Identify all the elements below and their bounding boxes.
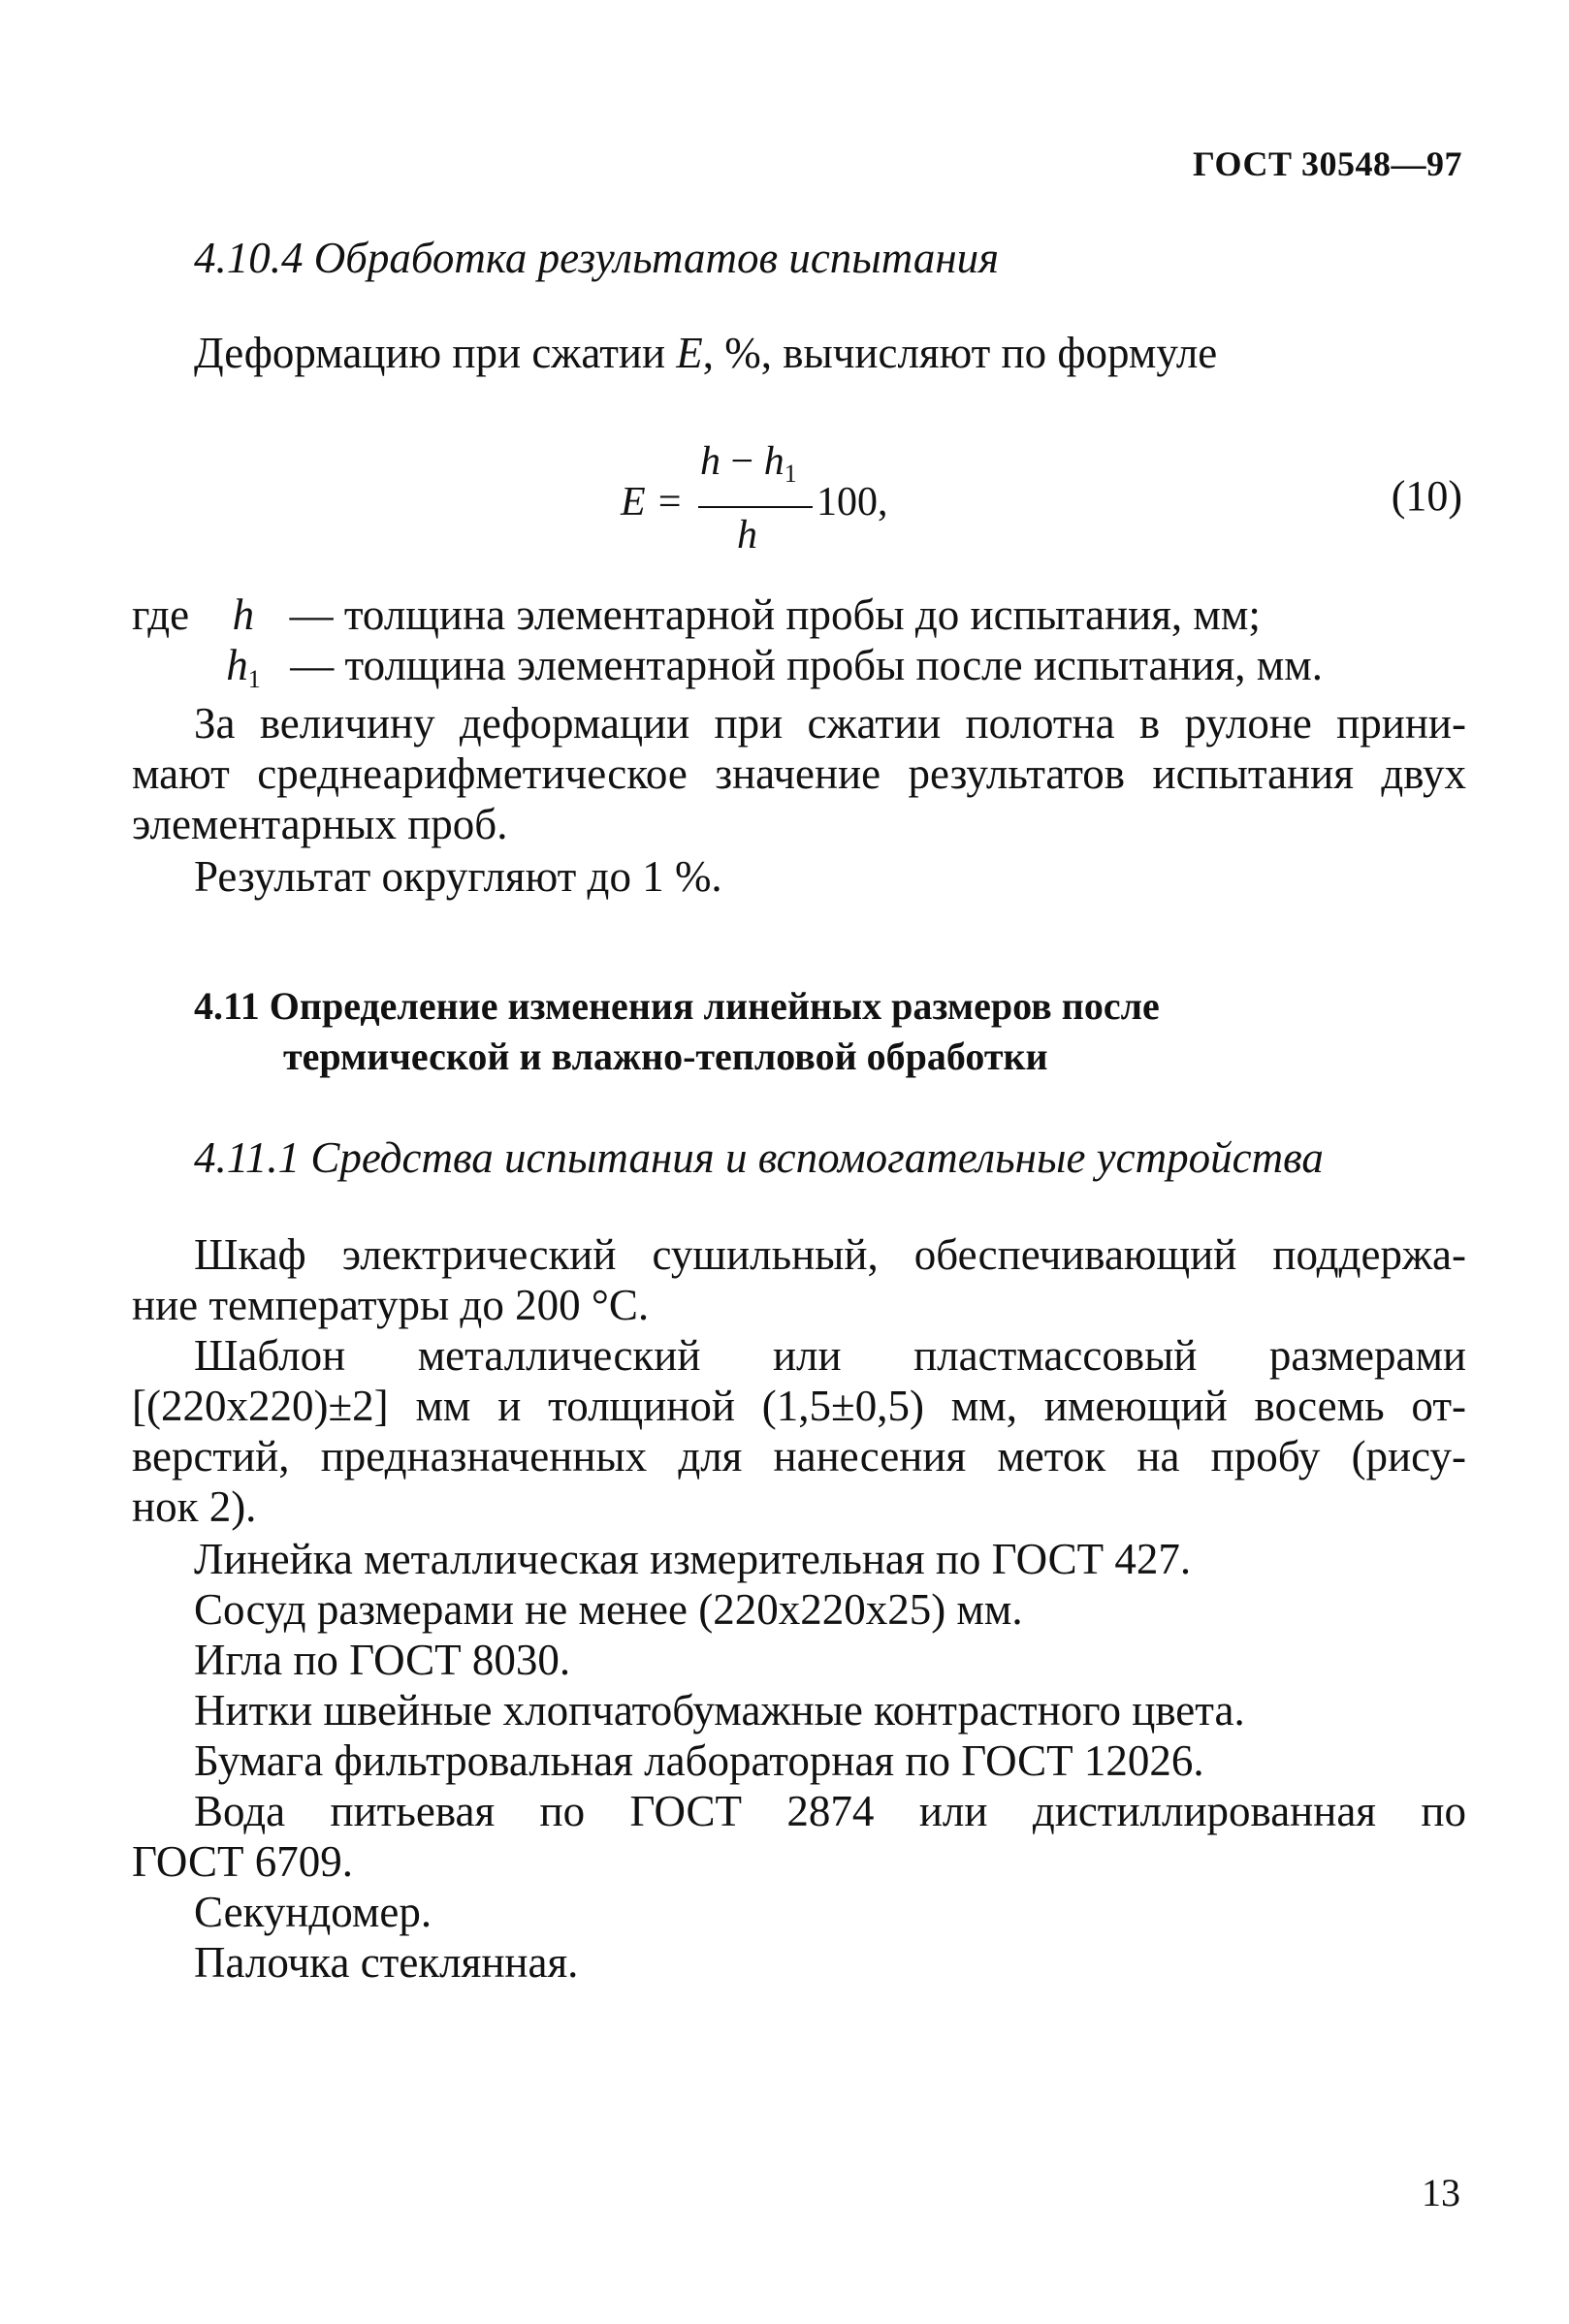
where-lead: где [132, 590, 190, 639]
paragraph-line: Вода питьевая по ГОСТ 2874 или дистиллированная по [194, 1787, 1466, 1835]
formula-numerator [700, 438, 797, 488]
paragraph-line: верстий, предназначенных для нанесения меток на пробу (рису- [132, 1432, 1466, 1480]
where-line-h1 [194, 640, 1323, 697]
formula-number: (10) [1391, 472, 1462, 520]
where-h1-sub: 1 [247, 665, 261, 693]
equipment-item-filter-paper: Бумага фильтровальная лабораторная по ГОСТ 12026. [194, 1736, 1204, 1785]
paragraph-line: За величину деформации при сжатии полотна в рулоне прини- [194, 699, 1466, 748]
document-code: ГОСТ 30548—97 [1193, 144, 1462, 183]
paragraph-line: ГОСТ 6709. [132, 1837, 353, 1886]
section-heading-4-11: 4.11 Определение изменения линейных размеров после [194, 984, 1160, 1028]
subsection-heading-4-10-4: 4.10.4 Обработка результатов испытания [194, 234, 1000, 282]
intro-suffix: , %, вычисляют по формуле [702, 329, 1218, 377]
formula-num-minus: − [720, 439, 764, 484]
equipment-item-ruler: Линейка металлическая измерительная по ГОСТ 427. [194, 1535, 1192, 1583]
paragraph-line: Шаблон металлический или пластмассовый размерами [194, 1331, 1466, 1380]
paragraph-rounding: Результат округляют до 1 %. [194, 852, 722, 901]
equipment-item-stopwatch: Секундомер. [194, 1888, 432, 1936]
formula [621, 438, 1028, 564]
formula-num-h1: h [763, 439, 784, 484]
equipment-shkaf [132, 1229, 1466, 1330]
formula-lhs: E = [621, 480, 684, 525]
fraction-bar [698, 506, 813, 508]
equipment-shablon [132, 1330, 1466, 1532]
equipment-item-vessel: Сосуд размерами не менее (220x220x25) мм. [194, 1585, 1023, 1634]
paragraph-line: элементарных проб. [132, 800, 508, 848]
paragraph-line: [(220x220)±2] мм и толщиной (1,5±0,5) мм, имеющий восемь от- [132, 1382, 1466, 1430]
where-line-h [132, 589, 1261, 640]
intro-symbol: E [676, 329, 703, 377]
intro-line [194, 328, 1217, 378]
paragraph-average [132, 698, 1466, 849]
paragraph-line: нок 2). [132, 1482, 257, 1531]
formula-num-h1-sub: 1 [784, 460, 797, 488]
equipment-item-glass-rod: Палочка стеклянная. [194, 1938, 579, 1987]
where-h-symbol: h [232, 590, 255, 639]
paragraph-line: Шкаф электрический сушильный, обеспечивающий поддержа- [194, 1230, 1466, 1279]
page-number: 13 [1422, 2171, 1460, 2214]
formula-num-h: h [700, 439, 720, 484]
where-h1-symbol: h [226, 641, 248, 689]
where-h1-text: — толщина элементарной пробы после испытания, мм. [290, 641, 1323, 689]
section-heading-4-11-cont: термической и влажно-тепловой обработки [283, 1035, 1048, 1078]
equipment-item-threads: Нитки швейные хлопчатобумажные контрастного цвета. [194, 1686, 1245, 1735]
where-h-text: — толщина элементарной пробы до испытания, мм; [289, 590, 1261, 639]
subsection-heading-4-11-1: 4.11.1 Средства испытания и вспомогательные устройства [194, 1133, 1324, 1182]
equipment-water [132, 1786, 1466, 1887]
formula-coefficient: 100, [817, 480, 888, 525]
paragraph-line: мают среднеарифметическое значение результатов испытания двух [132, 749, 1466, 798]
paragraph-line: ние температуры до 200 °С. [132, 1281, 650, 1329]
equipment-item-needle: Игла по ГОСТ 8030. [194, 1636, 571, 1684]
formula-denominator: h [737, 513, 757, 557]
intro-prefix: Деформацию при сжатии [194, 329, 677, 377]
